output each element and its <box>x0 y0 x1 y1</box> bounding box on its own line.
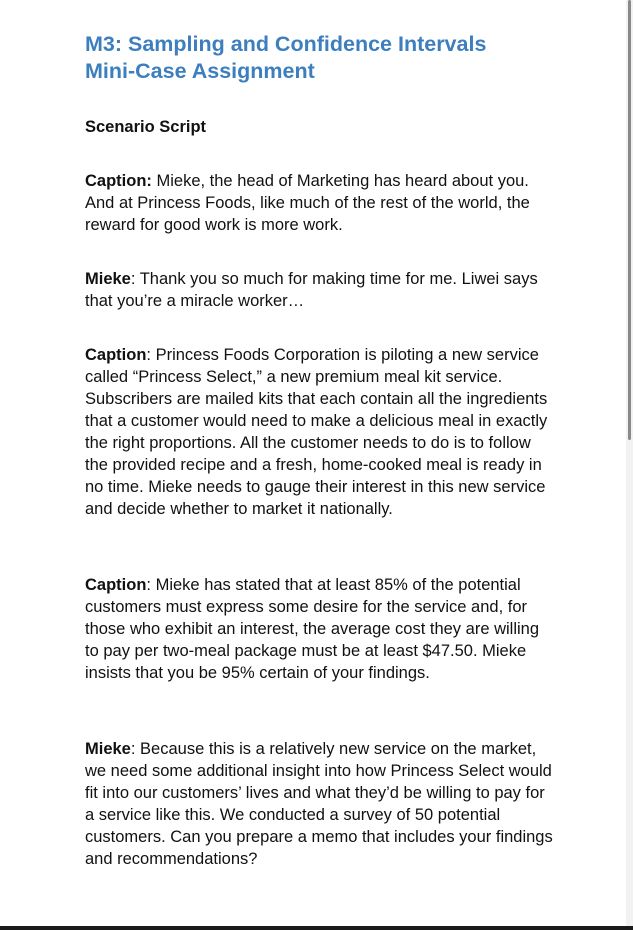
paragraph-mieke-thanks <box>85 268 555 312</box>
section-heading: Scenario Script <box>85 118 207 136</box>
speaker-label: Caption: <box>85 172 152 190</box>
paragraph-caption-requirements <box>85 574 555 684</box>
paragraph-text: : Thank you so much for making time for me. Liwei says that you’re a miracle worker… <box>85 270 538 310</box>
speaker-label: Mieke <box>85 270 131 288</box>
bottom-divider <box>0 926 633 930</box>
document-title: M3: Sampling and Confidence Intervals Mini-Case Assignment <box>85 32 487 83</box>
speaker-label: Mieke <box>85 740 131 758</box>
paragraph-text: : Mieke has stated that at least 85% of the potential customers must express some desire for the service and, for those who exhibit an interest, the average cost they are willing to pay per two-meal package must be at least $47.50. Mieke insists that you be 95% certain of your findings. <box>85 576 540 682</box>
paragraph-text: : Because this is a relatively new service on the market, we need some additional insight into how Princess Select would fit into our customers’ lives and what they’d be willing to pay for a service like this. We conducted a survey of 50 potential customers. Can you prepare a memo that includes your findings and recommendations? <box>85 740 553 868</box>
scrollbar-thumb[interactable] <box>628 0 631 440</box>
vertical-scrollbar[interactable] <box>626 0 633 926</box>
paragraph-text: Mieke, the head of Marketing has heard about you. And at Princess Foods, like much of the rest of the world, the reward for good work is more work. <box>85 172 530 234</box>
paragraph-caption-intro <box>85 170 555 236</box>
speaker-label: Caption <box>85 346 147 364</box>
paragraph-mieke-survey <box>85 738 555 870</box>
paragraph-text: : Princess Foods Corporation is piloting a new service called “Princess Select,” a new premium meal kit service. Subscribers are mailed kits that each contain all the ingredients that a customer would need to make a delicious meal in exactly the right proportions. All the customer needs to do is to follow the provided recipe and a fresh, home-cooked meal is ready in no time. Mieke needs to gauge their interest in this new service and decide whether to market it nationally. <box>85 346 548 518</box>
paragraph-caption-service <box>85 344 555 520</box>
speaker-label: Caption <box>85 576 147 594</box>
